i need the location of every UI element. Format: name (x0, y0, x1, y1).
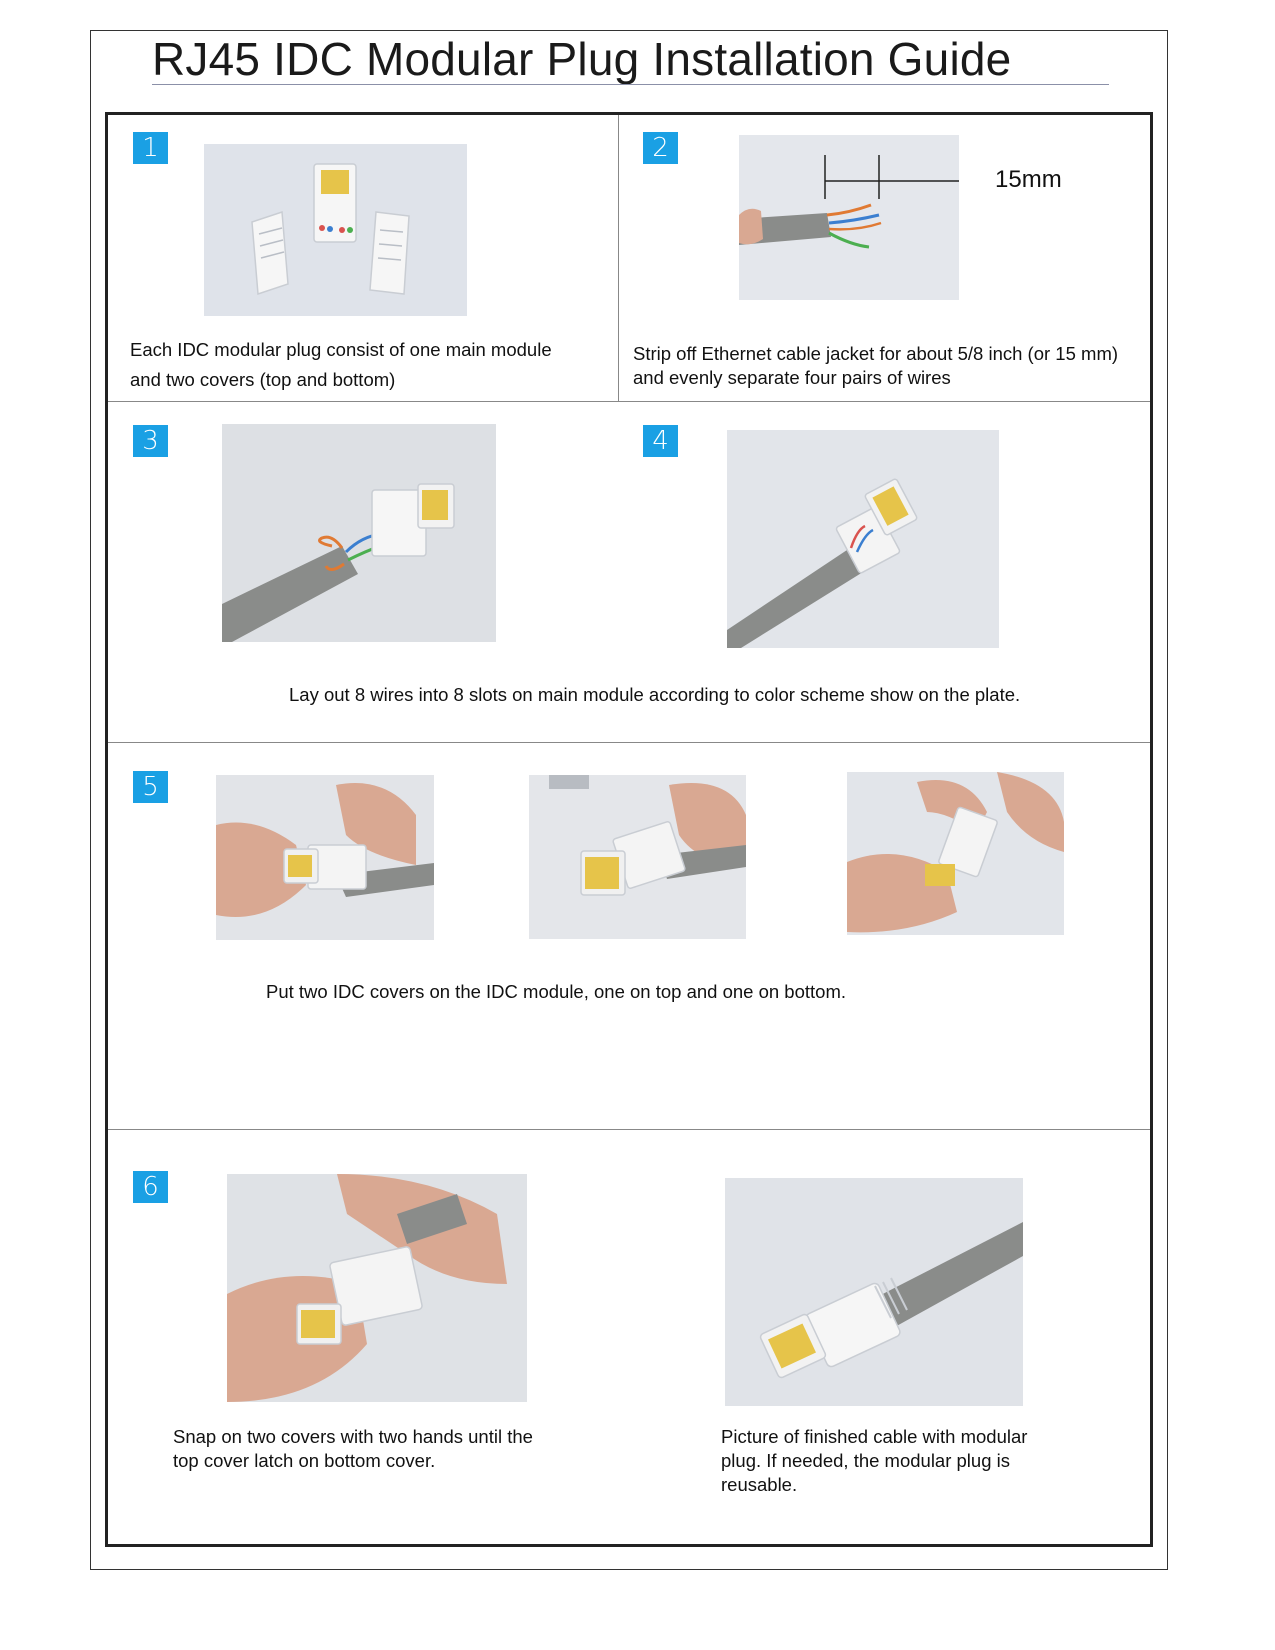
final-caption-line: plug. If needed, the modular plug is (721, 1450, 1010, 1472)
step-badge-5: 5 (133, 771, 168, 803)
page-title: RJ45 IDC Modular Plug Installation Guide (152, 33, 1012, 85)
step-badge-3: 3 (133, 425, 168, 457)
step-badge-1: 1 (133, 132, 168, 164)
final-caption-line: Picture of finished cable with modular (721, 1426, 1028, 1447)
photo-stripped-cable (739, 135, 959, 300)
photo-covers-step-c (847, 772, 1064, 935)
step-3-4-caption: Lay out 8 wires into 8 slots on main module according to color scheme show on the plate. (289, 684, 1021, 705)
step-badge-2: 2 (643, 132, 678, 164)
final-caption-line: reusable. (721, 1474, 798, 1496)
photo-wires-seated (727, 430, 999, 648)
step-2-caption (633, 342, 1118, 390)
final-caption (721, 1425, 1027, 1497)
photo-plug-components (204, 144, 467, 316)
column-divider (618, 115, 619, 401)
step-1-caption-line: Each IDC modular plug consist of one main module (130, 339, 552, 360)
step-1-caption-line: and two covers (top and bottom) (130, 369, 396, 390)
dimension-label: 15mm (995, 166, 1062, 193)
row-divider-3 (108, 1129, 1150, 1130)
row-divider-2 (108, 742, 1150, 743)
step-2-caption-line: and evenly separate four pairs of wires (633, 367, 951, 389)
photo-snap-covers (227, 1174, 527, 1402)
step-6-caption-line: top cover latch on bottom cover. (173, 1450, 436, 1472)
photo-covers-step-b (529, 775, 746, 939)
step-6-caption (173, 1425, 533, 1473)
step-badge-4: 4 (643, 425, 678, 457)
step-5-caption: Put two IDC covers on the IDC module, one on top and one on bottom. (266, 981, 847, 1002)
step-badge-6: 6 (133, 1171, 168, 1203)
photo-wires-in-module (222, 424, 496, 642)
row-divider-1 (108, 401, 1150, 402)
step-6-caption-line: Snap on two covers with two hands until the (173, 1426, 533, 1447)
photo-finished-cable (725, 1178, 1023, 1406)
step-2-caption-line: Strip off Ethernet cable jacket for about 5/8 inch (or 15 mm) (633, 343, 1119, 364)
photo-covers-step-a (216, 775, 434, 940)
title-underline (152, 84, 1109, 85)
step-1-caption (130, 335, 552, 395)
